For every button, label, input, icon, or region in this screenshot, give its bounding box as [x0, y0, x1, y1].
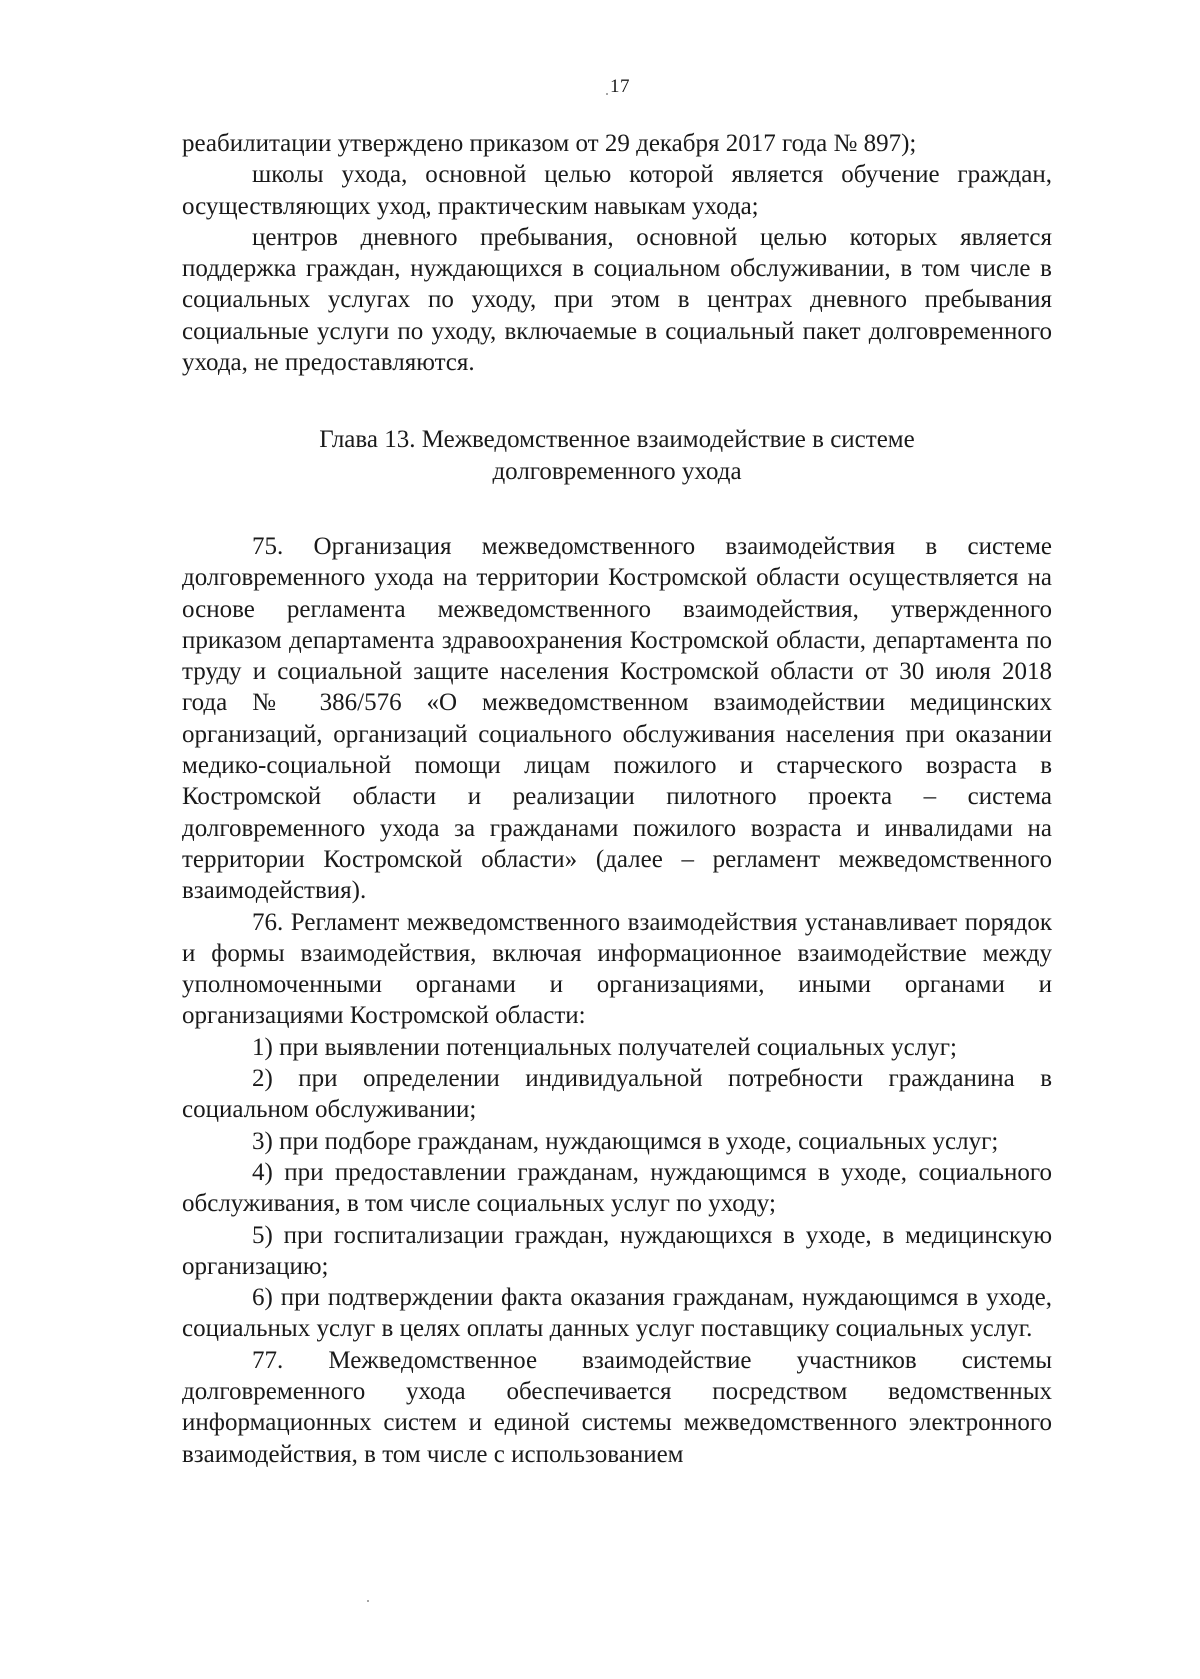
list-item-4: 4) при предоставлении гражданам, нуждающимся в уходе, социального обслуживания, в том числе социальных услуг по уходу; [182, 1158, 1052, 1218]
paragraph-continuation: реабилитации утверждено приказом от 29 декабря 2017 года № 897); [182, 130, 917, 157]
paragraph-77: 77. Межведомственное взаимодействие участников системы долговременного ухода обеспечивается посредством ведомственных информационных систем и единой системы межведомственного электронного взаимодействия, в том числе с использованием [182, 1346, 1052, 1468]
page-number: 17 [610, 76, 630, 97]
list-item-5: 5) при госпитализации граждан, нуждающихся в уходе, в медицинскую организацию; [182, 1221, 1052, 1280]
scan-speck [367, 1600, 369, 1602]
paragraph-76: 76. Регламент межведомственного взаимодействия устанавливает порядок и формы взаимодействия, включая информационное взаимодействие между уполномоченными органами и организациями, иными органами и организациями Костромской области: [182, 908, 1052, 1030]
paragraph-care-schools: школы ухода, основной целью которой является обучение граждан, осуществляющих уход, практическим навыкам ухода; [182, 161, 1052, 220]
list-item-3: 3) при подборе гражданам, нуждающимся в уходе, социальных услуг; [252, 1127, 999, 1155]
chapter-heading-line-1: Глава 13. Межведомственное взаимодействие в системе [319, 426, 915, 454]
paragraph-75: 75. Организация межведомственного взаимодействия в системе долговременного ухода на территории Костромской области осуществляется на основе регламента межведомственного взаимодействия, утвержденного приказом департамента здравоохранения Костромской области, департамента по труду и социальной защите населения Костромской области от 30 июля 2018 года № 386/576 «О межведомственном взаимодействии медицинских организаций, организаций социального обслуживания населения при оказании медико-социальной помощи лицам пожилого и старческого возраста в Костромской области и реализации пилотного проекта – система долговременного ухода за гражданами пожилого возраста и инвалидами на территории Костромской области» (далее – регламент межведомственного взаимодействия). [182, 532, 1052, 905]
document-body [182, 128, 1052, 1470]
paragraph-day-centers: центров дневного пребывания, основной целью которых является поддержка граждан, нуждающихся в социальном обслуживании, в том числе в социальных услугах по уходу, при этом в центрах дневного пребывания социальные услуги по уходу, включаемые в социальный пакет долговременного ухода, не предоставляются. [182, 223, 1052, 377]
list-item-1: 1) при выявлении потенциальных получателей социальных услуг; [252, 1033, 957, 1061]
list-item-2: 2) при определении индивидуальной потребности гражданина в социальном обслуживании; [182, 1065, 1052, 1124]
list-item-6: 6) при подтверждении факта оказания гражданам, нуждающимся в уходе, социальных услуг в целях оплаты данных услуг поставщику социальных услуг. [182, 1284, 1052, 1343]
chapter-heading [182, 424, 1052, 487]
chapter-heading-line-2: долговременного ухода [492, 457, 742, 485]
scan-speck [606, 93, 608, 95]
